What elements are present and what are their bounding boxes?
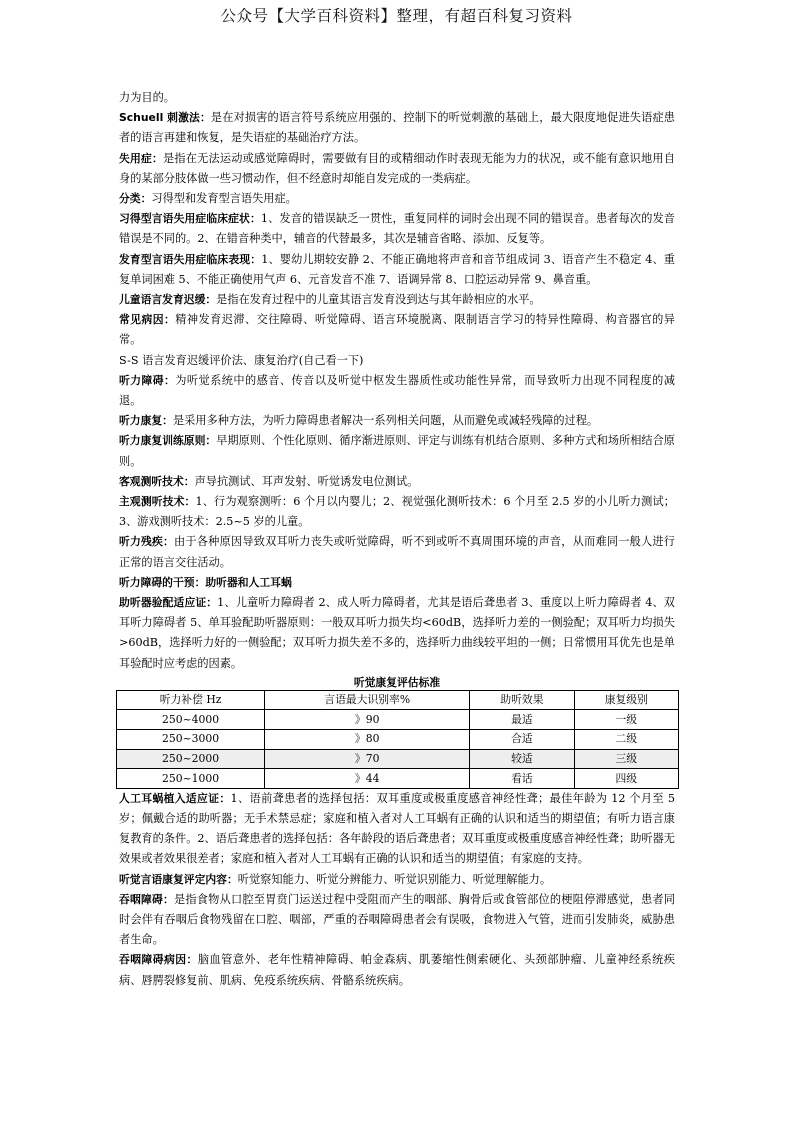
table-cell: 》70 (265, 749, 470, 769)
table-header-cell: 言语最大识别率% (265, 690, 470, 710)
table-row (117, 769, 679, 789)
paragraph (119, 189, 675, 209)
paragraph-text: 为听觉系统中的感音、传音以及听觉中枢发生器质性或功能性异常，而导致听力出现不同程度的减退。 (119, 373, 675, 408)
term-heading: 客观测听技术： (119, 474, 195, 488)
paragraph (119, 88, 675, 108)
table-header-cell: 听力补偿 Hz (117, 690, 265, 710)
page-header: 公众号【大学百科资料】整理，有超百科复习资料 (220, 7, 573, 25)
paragraph-text: 1、语前聋患者的选择包括：双耳重度或极重度感音神经性聋；最佳年龄为 12 个月至 5 岁；佩戴合适的助听器；无手术禁忌症；家庭和植入者对人工耳蜗有正确的认识和适当的期望值；有听力语言康复教育的条件。2、语后聋患者的选择包括：各年龄段的语后聋患者；双耳重度或极重度感音神经性聋；助听器无效果或者效果很差者；家庭和植入者对人工耳蜗有正确的认识和适当的期望值；有家庭的支持。 (119, 791, 675, 866)
document-body (119, 88, 675, 991)
paragraph-text: 是采用多种方法，为听力障碍患者解决一系列相关问题，从而避免或减轻残障的过程。 (172, 414, 599, 428)
paragraph-text: 是指在无法运动或感觉障碍时，需要做有目的或精细动作时表现无能为力的状况，或不能有意识地用自身的某部分肢体做一些习惯动作，但不经意时却能自发完成的一类病症。 (119, 151, 675, 185)
table-cell: 合适 (470, 730, 574, 750)
term-heading: 听力康复： (119, 414, 173, 428)
paragraph (119, 411, 675, 431)
term-heading: 听力康复训练原则： (119, 434, 217, 448)
term-heading: 听觉言语康复评定内容： (119, 872, 238, 886)
paragraph (119, 532, 675, 572)
term-heading: 助听器验配适应证： (119, 596, 218, 610)
paragraph (119, 573, 675, 593)
term-heading: 分类： (119, 192, 152, 206)
paragraph-text: 力为目的。 (119, 91, 175, 104)
paragraph-text: 由于各种原因导致双耳听力丧失或听觉障碍，听不到或听不真周围环境的声音，从而难同一般人进行正常的语言交往活动。 (119, 535, 675, 569)
table-cell: 250~2000 (117, 749, 265, 769)
table-cell: 看话 (470, 769, 574, 789)
table-cell: 250~3000 (117, 730, 265, 750)
paragraph-text: 听觉察知能力、听觉分辨能力、听觉识别能力、听觉理解能力。 (237, 872, 552, 886)
table-row (117, 710, 679, 730)
paragraph-text: 1、行为观察测听：6 个月以内婴儿；2、视觉强化测听技术：6 个月至 2.5 岁的小儿听力测试；3、游戏测听技术：2.5~5 岁的儿童。 (119, 495, 675, 529)
term-heading: 主观测听技术： (119, 495, 196, 509)
paragraph-text: 脑血管意外、老年性精神障碍、帕金森病、肌萎缩性侧索硬化、头颈部肿瘤、儿童神经系统疾病、唇腭裂修复前、肌病、免疫系统疾病、骨骼系统疾病。 (119, 953, 675, 987)
table-header-cell: 助听效果 (470, 690, 574, 710)
table-cell: 二级 (574, 730, 678, 750)
table-cell: 较适 (470, 749, 574, 769)
term-heading: 习得型言语失用症临床症状： (119, 212, 261, 226)
table-row (117, 749, 679, 769)
table-header-cell: 康复级别 (574, 690, 678, 710)
paragraph-group-2 (119, 789, 675, 991)
term-heading: 失用症： (119, 151, 163, 165)
paragraph (119, 890, 675, 951)
table-row (117, 730, 679, 750)
term-heading: 听力障碍： (119, 373, 176, 387)
paragraph-group-1 (119, 88, 675, 674)
paragraph (119, 371, 675, 411)
term-heading: 儿童语言发育迟缓： (119, 293, 217, 307)
paragraph (119, 870, 675, 890)
term-heading: 吞咽障碍： (119, 892, 174, 906)
paragraph-text: 是指食物从口腔至胃贲门运送过程中受阻而产生的咽部、胸骨后或食管部位的梗阻停滞感觉，患者同时会伴有吞咽后食物残留在口腔、咽部，严重的吞咽障碍患者会有误吸，食物进入气管，进而引发肺炎，威胁患者生命。 (119, 892, 675, 947)
table-header-row (117, 690, 679, 710)
paragraph-text: 精神发育迟滞、交往障碍、听觉障碍、语言环境脱离、限制语言学习的特异性障碍、构音器官的异常。 (119, 313, 675, 347)
paragraph (119, 290, 675, 310)
paragraph (119, 789, 675, 870)
term-heading: 吞咽障碍病因： (119, 953, 198, 967)
term-heading: 人工耳蜗植入适应证： (119, 791, 231, 805)
paragraph-text: 习得型和发育型言语失用症。 (151, 192, 297, 206)
paragraph-text: S-S 语言发育迟缓评价法、康复治疗(自己看一下) (119, 353, 364, 367)
table-title: 听觉康复评估标准 (353, 675, 441, 689)
paragraph (119, 149, 675, 189)
paragraph-text: 是在对损害的语言符号系统应用强的、控制下的听觉刺激的基础上，最大限度地促进失语症患者的语言再建和恢复，是失语症的基础治疗方法。 (119, 111, 675, 145)
paragraph-text: 早期原则、个性化原则、循序渐进原则、评定与训练有机结合原则、多种方式和场所相结合原则。 (119, 434, 675, 468)
table-cell: 》80 (265, 730, 470, 750)
table-cell: 三级 (574, 749, 678, 769)
paragraph (119, 593, 675, 674)
table-cell: 一级 (574, 710, 678, 730)
paragraph (119, 310, 675, 350)
table-cell: 》90 (265, 710, 470, 730)
paragraph (119, 472, 675, 492)
term-heading: Schuell 刺激法： (119, 111, 211, 125)
table-cell: 》44 (265, 769, 470, 789)
table-cell: 四级 (574, 769, 678, 789)
paragraph-text: 声导抗测试、耳声发射、听觉诱发电位测试。 (194, 474, 419, 488)
hearing-rehab-table (116, 690, 679, 789)
paragraph-text: 1、儿童听力障碍者 2、成人听力障碍者，尤其是语后聋患者 3、重度以上听力障碍者 4、双耳听力障碍者 5、单耳验配助听器原则：一般双耳听力损失均<60dB，选择听力差的一侧验配；双耳听力均损失>60dB，选择听力好的一侧验配；双耳听力损失差不多的，选择听力曲线较平坦的一侧；日常惯用耳优先也是单耳验配时应考虑的因素。 (119, 596, 675, 670)
term-heading: 听力残疾： (119, 535, 174, 549)
term-heading: 常见病因： (119, 313, 176, 327)
paragraph-text: 1、婴幼儿期较安静 2、不能正确地将声音和音节组成词 3、语音产生不稳定 4、重复单词困难 5、不能正确使用气声 6、元音发音不准 7、语调异常 8、口腔运动异常 9、鼻音重。 (119, 252, 675, 286)
table-cell: 250~1000 (117, 769, 265, 789)
term-heading: 听力障碍的干预：助听器和人工耳蜗 (119, 575, 292, 589)
table-cell: 250~4000 (117, 710, 265, 730)
paragraph (119, 209, 675, 249)
paragraph (119, 351, 675, 371)
paragraph (119, 492, 675, 532)
term-heading: 发育型言语失用症临床表现： (119, 252, 262, 266)
paragraph-text: 是指在发育过程中的儿童其语言发育没到达与其年龄相应的水平。 (216, 293, 541, 307)
paragraph (119, 250, 675, 290)
paragraph (119, 950, 675, 990)
paragraph (119, 108, 675, 148)
paragraph (119, 431, 675, 471)
table-cell: 最适 (470, 710, 574, 730)
paragraph-text: 1、发音的错误缺乏一贯性，重复同样的词时会出现不同的错误音。患者每次的发音错误是不同的。2、在错音种类中，辅音的代替最多，其次是辅音省略、添加、反复等。 (119, 212, 675, 246)
